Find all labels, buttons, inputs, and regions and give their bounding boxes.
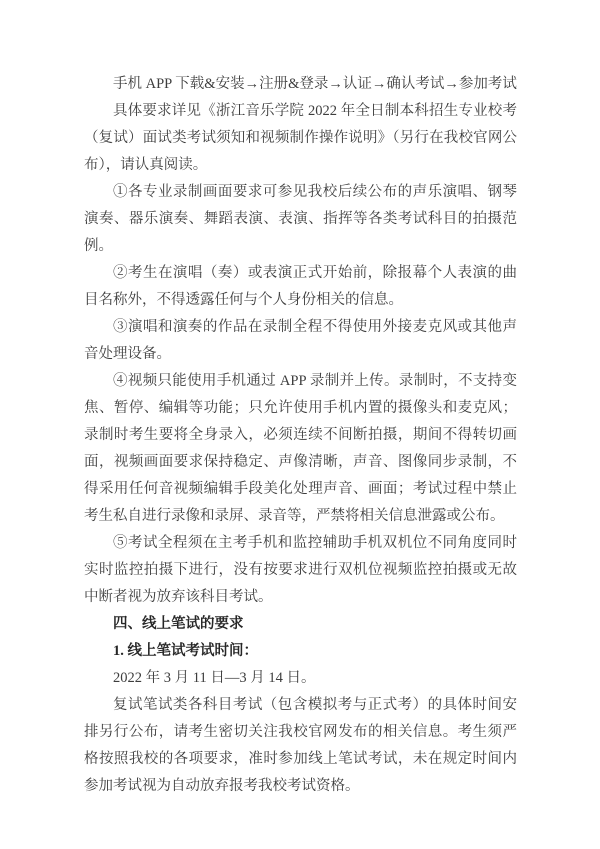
paragraph: ④视频只能使用手机通过 APP 录制并上传。录制时，不支持变焦、暂停、编辑等功能；只允许使用手机内置的摄像头和麦克风；录制时考生要将全身录入，必须连续不间断拍摄，期间不得转切画面，视频画面要求保持稳定、声像清晰，声音、图像同步录制，不得采用任何音视频编辑手段美化处理声音、画面；考试过程中禁止考生私自进行录像和录屏、录音等，严禁将相关信息泄露或公布。 [84,373,517,524]
paragraph: ①各专业录制画面要求可参见我校后续公布的声乐演唱、钢琴演奏、器乐演奏、舞蹈表演、表演、指挥等各类考试科目的拍摄范例。 [84,184,517,254]
paragraph: ⑤考试全程须在主考手机和监控辅助手机双机位不同角度同时实时监控拍摄下进行，没有按要求进行双机位视频监控拍摄或无故中断者视为放弃该科目考试。 [84,535,517,605]
subheading: 1. 线上笔试考试时间： [113,643,258,659]
paragraph: 具体要求详见《浙江音乐学院 2022 年全日制本科招生专业校考（复试）面试类考试须知和视频制作操作说明》（另行在我校官网公布），请认真阅读。 [84,103,517,173]
paragraph: ②考生在演唱（奏）或表演正式开始前，除报幕个人表演的曲目名称外，不得透露任何与个人身份相关的信息。 [84,265,517,308]
paragraph: 手机 APP 下载&安装→注册&登录→认证→确认考试→参加考试 [113,76,517,92]
paragraph: 复试笔试类各科目考试（包含模拟考与正式考）的具体时间安排另行公布，请考生密切关注我校官网发布的相关信息。考生须严格按照我校的各项要求，准时参加线上笔试考试，未在规定时间内参加考试视为自动放弃报考我校考试资格。 [84,697,517,794]
paragraph: ③演唱和演奏的作品在录制全程不得使用外接麦克风或其他声音处理设备。 [84,319,517,362]
paragraph: 2022 年 3 月 11 日—3 月 14 日。 [113,670,316,686]
document-body [84,71,517,800]
heading: 四、线上笔试的要求 [113,616,244,632]
